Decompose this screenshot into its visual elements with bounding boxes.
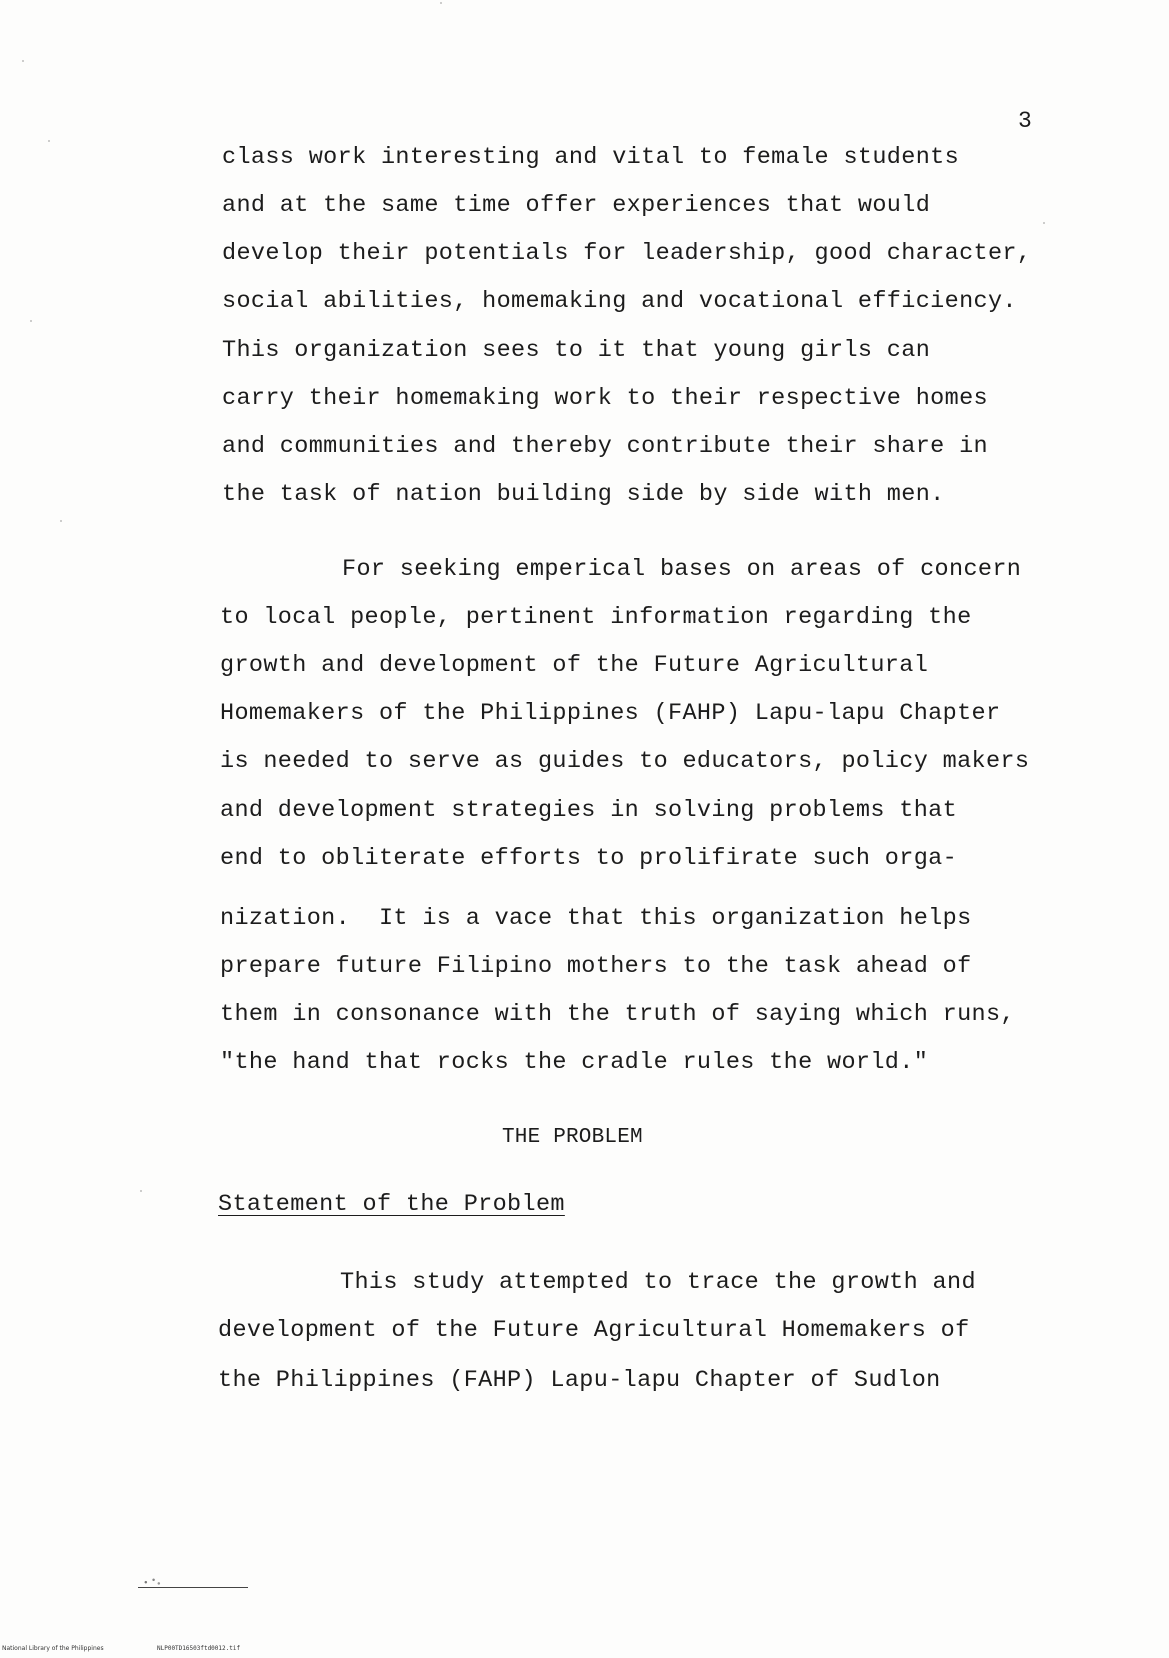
- paragraph-2-line-3: growth and development of the Future Agricultural: [220, 652, 929, 679]
- scan-speck: [22, 60, 24, 62]
- paragraph-1-line-7: and communities and thereby contribute their share in: [222, 433, 988, 460]
- paragraph-1-line-1: class work interesting and vital to female students: [222, 144, 960, 171]
- paragraph-1-line-3: develop their potentials for leadership, good character,: [222, 240, 1032, 267]
- scan-speck: [440, 2, 442, 4]
- paragraph-2-line-6: and development strategies in solving problems that: [220, 797, 958, 824]
- scan-speck: [1043, 222, 1045, 224]
- paragraph-1-line-4: social abilities, homemaking and vocational efficiency.: [222, 288, 1017, 315]
- paragraph-1-line-2: and at the same time offer experiences that would: [222, 192, 931, 219]
- paragraph-3-line-1: This study attempted to trace the growth and: [340, 1269, 976, 1296]
- paragraph-2-line-9: prepare future Filipino mothers to the task ahead of: [220, 953, 972, 980]
- footer-file-code: NLP00TD16503ftd0012.tif: [157, 1645, 241, 1652]
- paragraph-2-line-8: nization. It is a vace that this organization helps: [220, 905, 972, 932]
- paragraph-2-line-11: "the hand that rocks the cradle rules the world.": [220, 1049, 929, 1076]
- scan-speck: [48, 140, 50, 142]
- paragraph-1-line-8: the task of nation building side by side with men.: [222, 481, 945, 508]
- scan-speck: [140, 1190, 142, 1192]
- scan-speck: [60, 520, 62, 522]
- paragraph-3-line-2: development of the Future Agricultural Homemakers of: [218, 1317, 970, 1344]
- footer-library: National Library of the Philippines: [2, 1645, 104, 1652]
- paragraph-2-line-1: For seeking emperical bases on areas of concern: [342, 556, 1022, 583]
- paragraph-2-line-10: them in consonance with the truth of saying which runs,: [220, 1001, 1015, 1028]
- paragraph-2-line-2: to local people, pertinent information regarding the: [220, 604, 972, 631]
- scan-smudge: [138, 1575, 164, 1587]
- paragraph-1-line-5: This organization sees to it that young girls can: [222, 337, 931, 364]
- paragraph-2-line-4: Homemakers of the Philippines (FAHP) Lapu-lapu Chapter: [220, 700, 1001, 727]
- paragraph-1-line-6: carry their homemaking work to their respective homes: [222, 385, 988, 412]
- page-number: 3: [1018, 108, 1032, 134]
- paragraph-2-line-5: is needed to serve as guides to educators, policy makers: [220, 748, 1030, 775]
- scan-speck: [30, 320, 32, 322]
- subsection-heading: Statement of the Problem: [218, 1191, 565, 1218]
- paragraph-2-line-7: end to obliterate efforts to prolifirate such orga-: [220, 845, 958, 872]
- scan-rule-line: [138, 1587, 248, 1588]
- section-heading: THE PROBLEM: [502, 1126, 643, 1149]
- paragraph-3-line-3: the Philippines (FAHP) Lapu-lapu Chapter of Sudlon: [218, 1367, 941, 1394]
